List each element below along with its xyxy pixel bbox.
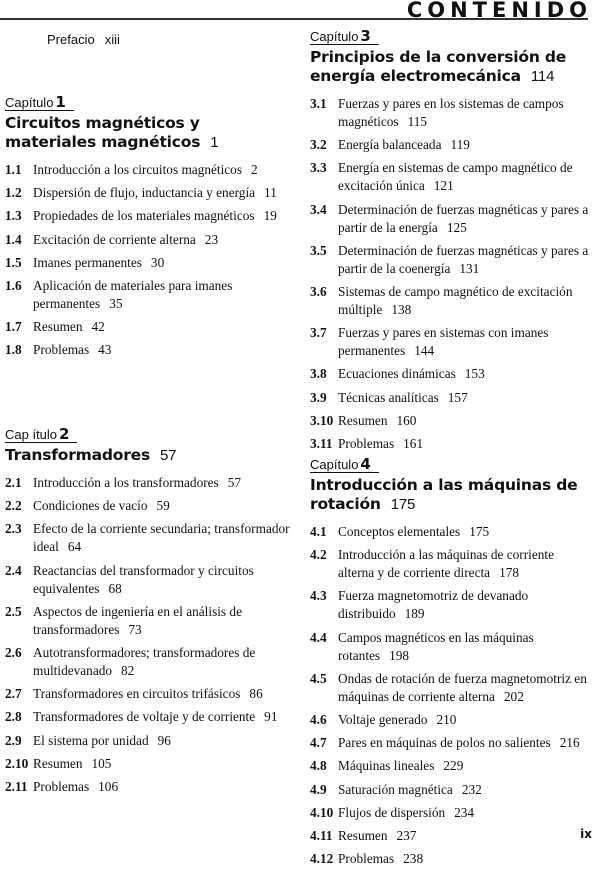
- section-title: Transformadores en circuitos trifásicos: [33, 686, 241, 702]
- section-entry: [5, 184, 290, 202]
- chapter-title: [5, 114, 290, 152]
- section-title: Dispersión de flujo, inductancia y energía: [33, 185, 256, 201]
- section-entry: [310, 827, 592, 845]
- section-entry: [310, 95, 592, 131]
- section-title: Introducción a las máquinas de corriente alterna y de corriente directa: [338, 547, 554, 581]
- section-entry: [310, 201, 592, 237]
- section-page: 59: [156, 498, 170, 514]
- section-title: Fuerzas y pares en sistemas con imanes permanentes: [338, 325, 549, 359]
- section-entry: [5, 755, 290, 773]
- section-number: 4.1: [310, 524, 327, 539]
- section-number: 2.5: [5, 603, 22, 619]
- section-entry: [5, 318, 290, 336]
- section-title: Autotransformadores; transformadores de multidevanado: [33, 644, 256, 678]
- section-title: Aplicación de materiales para imanes permanentes: [33, 277, 233, 311]
- chapter-title-text: Principios de la conversión de energía electromecánica: [310, 48, 567, 85]
- chapter-4: [310, 456, 592, 873]
- section-page: 161: [403, 435, 424, 451]
- section-number: 4.5: [310, 670, 327, 686]
- section-text-wrap: [338, 781, 592, 799]
- section-title: Condiciones de vacío: [33, 498, 148, 514]
- section-number: 4.12: [310, 851, 334, 867]
- section-text-wrap: [338, 159, 592, 195]
- section-number: 3.5: [310, 242, 327, 258]
- section-entry: [310, 324, 592, 360]
- section-text-wrap: [338, 435, 592, 453]
- section-number: 4.7: [310, 735, 327, 751]
- chapter-3: [310, 28, 592, 458]
- section-page: 238: [403, 851, 424, 867]
- section-page: 237: [396, 827, 417, 843]
- section-number: 2.1: [5, 475, 22, 490]
- section-text-wrap: [338, 242, 592, 278]
- chapter-title-text: Introducción a las máquinas de rotación: [310, 476, 578, 513]
- section-text-wrap: [338, 711, 592, 729]
- section-entry: [310, 523, 592, 541]
- section-number: 1.1: [5, 162, 22, 177]
- section-entry: [310, 850, 592, 868]
- section-number: 4.9: [310, 781, 327, 797]
- section-number: 3.2: [310, 137, 327, 153]
- section-text-wrap: [33, 708, 290, 726]
- section-text-wrap: [33, 207, 290, 225]
- section-title: Efecto de la corriente secundaria; transformador ideal: [33, 521, 290, 555]
- section-number: 2.6: [5, 644, 22, 660]
- section-number: 2.11: [5, 778, 28, 794]
- section-number: 1.2: [5, 185, 22, 201]
- section-text-wrap: [338, 523, 592, 541]
- section-page: 106: [98, 778, 119, 794]
- section-entry: [5, 520, 290, 556]
- section-text-wrap: [33, 318, 290, 336]
- chapter-title: [310, 48, 592, 86]
- section-text-wrap: [33, 644, 290, 680]
- section-number: 2.4: [5, 562, 22, 578]
- section-text-wrap: [338, 324, 592, 360]
- section-entry: [310, 734, 592, 752]
- section-text-wrap: [338, 734, 592, 752]
- preface-label: Prefacio: [47, 32, 95, 47]
- section-text-wrap: [33, 474, 290, 492]
- section-entry: [310, 781, 592, 799]
- section-text-wrap: [33, 497, 290, 515]
- section-number: 1.5: [5, 254, 22, 270]
- section-text-wrap: [33, 231, 290, 249]
- chapter-number: 2: [59, 425, 70, 443]
- section-title: Determinación de fuerzas magnéticas y pares a partir de la coenergía: [338, 242, 589, 276]
- section-page: 210: [436, 711, 457, 727]
- section-entry: [310, 629, 592, 665]
- section-entry: [5, 562, 290, 598]
- section-title: Voltaje generado: [338, 711, 428, 727]
- chapter-page: 175: [390, 496, 416, 513]
- section-page: 189: [404, 606, 425, 622]
- section-title: Problemas: [338, 851, 395, 867]
- section-text-wrap: [338, 365, 592, 383]
- chapter-heading: [310, 456, 592, 514]
- chapter-number: 1: [55, 93, 66, 111]
- section-number: 4.4: [310, 629, 327, 645]
- section-page: 96: [157, 732, 171, 748]
- chapter-title-text: Transformadores: [5, 446, 151, 464]
- section-text-wrap: [338, 412, 592, 430]
- chapter-page: 1: [210, 134, 219, 151]
- section-entry: [310, 242, 592, 278]
- page-number: ix: [580, 827, 592, 841]
- section-title: Reactancias del transformador y circuitos equivalentes: [33, 562, 254, 596]
- section-number: 4.2: [310, 547, 327, 563]
- section-entry: [5, 231, 290, 249]
- section-page: 19: [263, 208, 277, 224]
- section-list: [310, 523, 592, 868]
- section-entry: [310, 670, 592, 706]
- section-entry: [310, 757, 592, 775]
- section-entry: [5, 778, 290, 796]
- section-text-wrap: [33, 732, 290, 750]
- section-page: 178: [499, 565, 520, 581]
- chapter-label: [5, 427, 77, 443]
- section-title: Técnicas analíticas: [338, 389, 439, 405]
- section-text-wrap: [338, 95, 592, 131]
- section-page: 73: [128, 621, 142, 637]
- chapter-label-text: Capítulo: [5, 95, 54, 110]
- section-title: Problemas: [338, 435, 395, 451]
- section-page: 157: [447, 389, 468, 405]
- section-entry: [310, 711, 592, 729]
- section-title: Propiedades de los materiales magnéticos: [33, 208, 255, 224]
- section-page: 144: [414, 343, 435, 359]
- section-entry: [5, 207, 290, 225]
- section-page: 153: [464, 366, 485, 382]
- section-title: Resumen: [33, 755, 83, 771]
- section-title: Aspectos de ingeniería en el análisis de transformadores: [33, 603, 242, 637]
- section-title: Campos magnéticos en las máquinas rotantes: [338, 629, 534, 663]
- section-number: 1.7: [5, 319, 22, 335]
- section-entry: [5, 685, 290, 703]
- section-page: 115: [407, 114, 428, 129]
- section-text-wrap: [33, 277, 290, 313]
- section-entry: [310, 435, 592, 453]
- section-page: 234: [454, 804, 475, 820]
- section-text-wrap: [338, 670, 592, 706]
- section-page: 2: [251, 162, 258, 177]
- section-page: 35: [109, 295, 123, 311]
- section-page: 160: [396, 412, 417, 428]
- section-number: 3.11: [310, 435, 333, 451]
- section-title: Ondas de rotación de fuerza magnetomotriz en máquinas de corriente alterna: [338, 670, 587, 704]
- section-entry: [5, 277, 290, 313]
- section-title: Energía balanceada: [338, 137, 442, 153]
- section-title: Resumen: [33, 319, 83, 335]
- preface-entry: [47, 32, 120, 47]
- section-number: 3.3: [310, 160, 327, 176]
- section-title: Transformadores de voltaje y de corriente: [33, 709, 256, 725]
- section-title: Energía en sistemas de campo magnético de excitación única: [338, 160, 573, 194]
- section-page: 68: [108, 580, 122, 596]
- section-title: Problemas: [33, 342, 90, 358]
- section-page: 131: [459, 260, 480, 276]
- chapter-label: [5, 95, 74, 111]
- section-title: Fuerzas y pares en los sistemas de campos magnéticos: [338, 96, 564, 129]
- section-text-wrap: [33, 341, 290, 359]
- section-title: Sistemas de campo magnético de excitación múltiple: [338, 283, 573, 317]
- section-page: 175: [469, 524, 490, 539]
- section-entry: [310, 283, 592, 319]
- section-entry: [310, 804, 592, 822]
- preface-page: xiii: [104, 32, 120, 47]
- section-number: 2.7: [5, 686, 22, 702]
- section-text-wrap: [33, 184, 290, 202]
- section-text-wrap: [338, 850, 592, 868]
- section-title: Problemas: [33, 778, 90, 794]
- section-page: 64: [67, 539, 82, 555]
- section-number: 3.9: [310, 389, 327, 405]
- section-list: [5, 474, 290, 796]
- chapter-title-text: Circuitos magnéticos y materiales magnéticos: [5, 114, 201, 151]
- section-page: 86: [249, 686, 263, 702]
- chapter-1: [5, 94, 290, 365]
- section-text-wrap: [33, 778, 290, 796]
- section-page: 82: [121, 662, 135, 678]
- section-title: Determinación de fuerzas magnéticas y pares a partir de la energía: [338, 201, 589, 235]
- section-page: 216: [559, 735, 580, 751]
- section-page: 125: [446, 219, 467, 235]
- section-entry: [310, 365, 592, 383]
- section-text-wrap: [338, 283, 592, 319]
- section-page: 229: [443, 758, 464, 774]
- page-title: CONTENIDO: [406, 0, 592, 22]
- section-entry: [310, 136, 592, 154]
- chapter-label: [310, 29, 379, 45]
- section-page: 119: [450, 137, 470, 153]
- section-entry: [5, 161, 290, 179]
- section-number: 4.6: [310, 711, 327, 727]
- section-title: El sistema por unidad: [33, 732, 149, 748]
- section-number: 1.8: [5, 342, 22, 358]
- section-number: 1.4: [5, 231, 22, 247]
- section-text-wrap: [33, 603, 290, 639]
- section-number: 2.9: [5, 732, 22, 748]
- section-entry: [5, 341, 290, 359]
- chapter-label: [310, 457, 379, 473]
- section-text-wrap: [33, 562, 290, 598]
- section-page: 198: [389, 647, 410, 663]
- chapter-number: 3: [360, 27, 371, 45]
- section-entry: [5, 708, 290, 726]
- section-title: Resumen: [338, 412, 388, 428]
- section-number: 3.7: [310, 325, 327, 341]
- chapter-2: [5, 426, 290, 801]
- section-text-wrap: [338, 804, 592, 822]
- section-page: 30: [150, 254, 165, 270]
- section-title: Excitación de corriente alterna: [33, 231, 196, 247]
- section-page: 138: [391, 301, 412, 317]
- section-title: Introducción a los circuitos magnéticos: [33, 162, 242, 177]
- section-title: Resumen: [338, 827, 388, 843]
- section-title: Imanes permanentes: [33, 254, 142, 270]
- section-list: [5, 161, 290, 359]
- chapter-heading: [5, 94, 290, 152]
- section-page: 57: [227, 475, 242, 490]
- chapter-title: [5, 446, 290, 465]
- section-text-wrap: [338, 389, 592, 407]
- section-entry: [5, 644, 290, 680]
- section-list: [310, 95, 592, 453]
- section-page: 232: [461, 781, 482, 797]
- section-number: 3.1: [310, 96, 327, 111]
- chapter-label-text: Capítulo: [310, 29, 359, 44]
- section-page: 11: [264, 185, 277, 201]
- section-number: 2.8: [5, 709, 22, 725]
- chapter-label-text: Cap ítulo: [5, 427, 58, 442]
- section-number: 4.3: [310, 588, 327, 604]
- section-number: 1.3: [5, 208, 22, 224]
- section-title: Fuerza magnetomotriz de devanado distribuido: [338, 588, 529, 622]
- section-entry: [5, 254, 290, 272]
- section-entry: [310, 412, 592, 430]
- section-page: 202: [503, 688, 524, 704]
- chapter-heading: [5, 426, 290, 465]
- section-text-wrap: [338, 757, 592, 775]
- section-page: 91: [264, 709, 278, 725]
- chapter-number: 4: [360, 455, 371, 473]
- section-entry: [5, 474, 290, 492]
- section-text-wrap: [338, 136, 592, 154]
- chapter-page: 114: [530, 68, 555, 85]
- section-entry: [5, 732, 290, 750]
- section-text-wrap: [33, 254, 290, 272]
- section-entry: [310, 546, 592, 582]
- section-text-wrap: [33, 520, 290, 556]
- section-number: 3.10: [310, 412, 334, 428]
- section-title: Saturación magnética: [338, 781, 453, 797]
- section-number: 3.8: [310, 366, 327, 382]
- section-number: 4.10: [310, 804, 334, 820]
- section-entry: [310, 159, 592, 195]
- chapter-heading: [310, 28, 592, 86]
- section-number: 4.11: [310, 827, 333, 843]
- section-title: Conceptos elementales: [338, 524, 461, 539]
- section-page: 23: [204, 231, 219, 247]
- section-text-wrap: [33, 161, 290, 179]
- section-text-wrap: [33, 685, 290, 703]
- section-page: 121: [433, 178, 454, 194]
- section-text-wrap: [338, 827, 592, 845]
- section-text-wrap: [338, 546, 592, 582]
- section-text-wrap: [338, 201, 592, 237]
- section-title: Máquinas lineales: [338, 758, 435, 774]
- section-title: Introducción a los transformadores: [33, 475, 219, 490]
- section-text-wrap: [338, 587, 592, 623]
- section-page: 42: [91, 319, 105, 335]
- section-page: 105: [91, 755, 112, 771]
- section-title: Ecuaciones dinámicas: [338, 366, 456, 382]
- chapter-label-text: Capítulo: [310, 457, 359, 472]
- section-number: 3.4: [310, 201, 327, 217]
- section-entry: [5, 497, 290, 515]
- section-number: 1.6: [5, 277, 22, 293]
- section-entry: [5, 603, 290, 639]
- section-page: 43: [98, 342, 112, 358]
- section-entry: [310, 587, 592, 623]
- section-text-wrap: [33, 755, 290, 773]
- chapter-title: [310, 476, 592, 514]
- section-number: 4.8: [310, 758, 327, 774]
- section-title: Pares en máquinas de polos no salientes: [338, 735, 551, 751]
- section-number: 2.10: [5, 755, 29, 771]
- section-text-wrap: [338, 629, 592, 665]
- section-number: 2.3: [5, 521, 22, 537]
- section-number: 2.2: [5, 498, 22, 514]
- chapter-page: 57: [160, 447, 177, 464]
- section-number: 3.6: [310, 283, 327, 299]
- section-title: Flujos de dispersión: [338, 804, 446, 820]
- section-entry: [310, 389, 592, 407]
